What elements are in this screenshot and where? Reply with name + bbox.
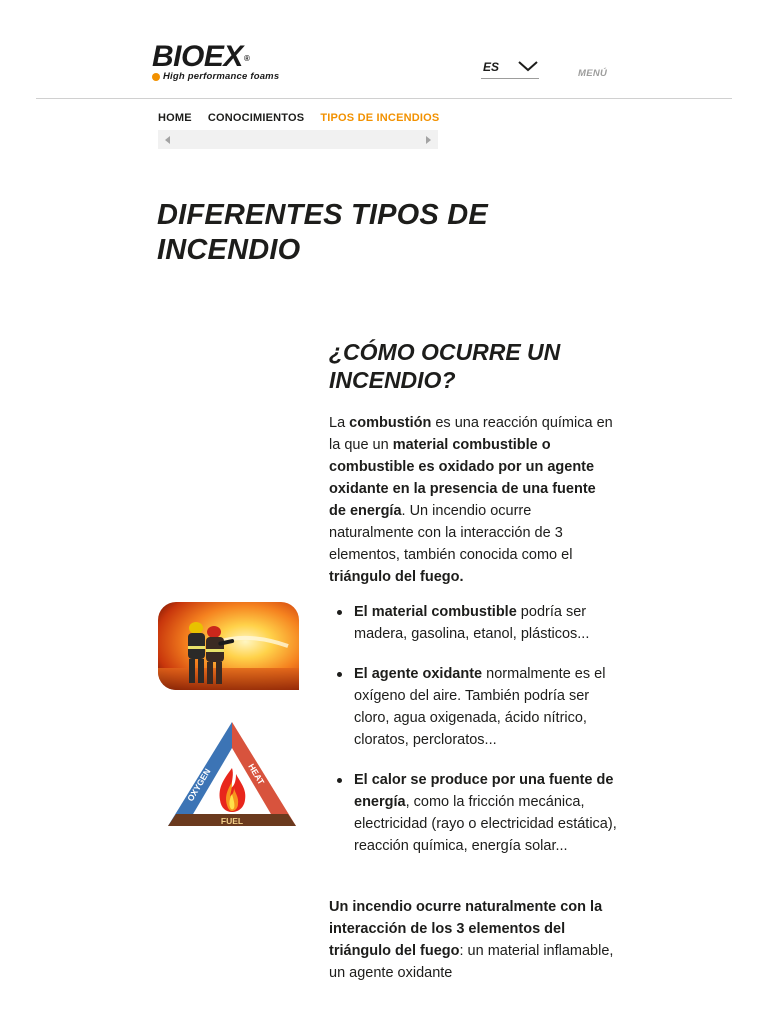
page-title: DIFERENTES TIPOS DE INCENDIO (157, 199, 488, 266)
closing-paragraph: Un incendio ocurre naturalmente con la interacción de los 3 elementos del triángulo del fuego: un material inflamable, un agente oxidante (329, 899, 614, 981)
fire-triangle-diagram (168, 722, 296, 830)
breadcrumb-home[interactable]: HOME (158, 112, 192, 124)
list-item: El agente oxidante normalmente es el oxígeno del aire. También podría ser cloro, agua oxigenada, ácido nítrico, cloratos, percloratos... (329, 663, 619, 751)
bioex-logo[interactable] (152, 42, 279, 82)
triangle-label-oxygen: OXYGEN (185, 766, 213, 804)
logo-wordmark: BIOEX® (152, 40, 250, 73)
fire-elements-list (329, 601, 619, 875)
language-label: ES (483, 60, 500, 74)
arrow-right-icon[interactable] (426, 136, 431, 144)
header-divider (36, 98, 732, 99)
breadcrumb-current[interactable]: TIPOS DE INCENDIOS (320, 112, 440, 124)
arrow-left-icon[interactable] (165, 136, 170, 144)
list-item: El calor se produce por una fuente de energía, como la fricción mecánica, electricidad (rayo o electricidad estática), reacción química, energía solar... (329, 769, 619, 857)
chevron-down-icon (517, 59, 539, 73)
triangle-label-fuel: FUEL (220, 816, 244, 826)
site-header (0, 0, 768, 99)
firefighters-photo (158, 602, 299, 690)
logo-dot-icon (152, 73, 160, 81)
section-heading: ¿CÓMO OCURRE UN INCENDIO? (329, 339, 561, 393)
breadcrumb-scrollbar[interactable] (158, 130, 438, 149)
language-selector[interactable] (481, 56, 539, 79)
list-item: El material combustible podría ser madera, gasolina, etanol, plásticos... (329, 601, 619, 645)
breadcrumb (158, 112, 439, 124)
breadcrumb-conocimientos[interactable]: CONOCIMIENTOS (207, 112, 305, 124)
intro-paragraph: La combustión es una reacción química en la que un material combustible o combustible es oxidado por un agente oxidante en la presencia de una fuente de energía. Un incendio ocurre naturalmente con la interacción de 3 elementos, también conocida como el triángulo del fuego. (329, 415, 613, 585)
menu-button[interactable]: MENÚ (578, 68, 608, 79)
triangle-label-heat: HEAT (246, 761, 267, 787)
logo-tagline: High performance foams (152, 71, 279, 82)
